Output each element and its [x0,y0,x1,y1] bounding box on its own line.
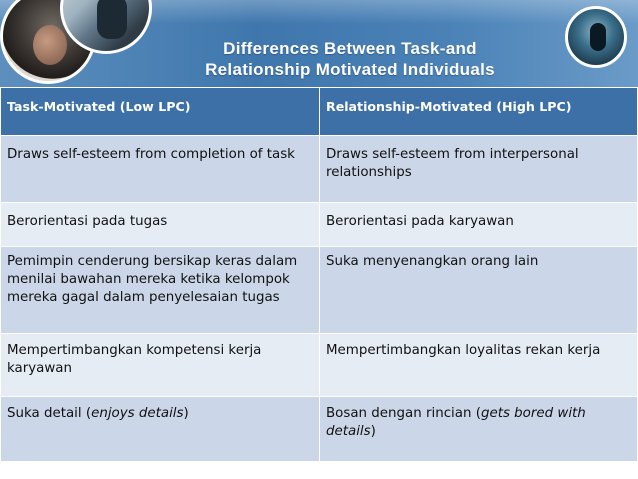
cell-text: Suka detail ( [7,406,92,421]
cell-relationship [320,397,638,462]
slide-title-line-2: Relationship Motivated Individuals [205,60,495,79]
table-row [1,397,638,462]
slide-title [150,38,550,80]
cell-task: Mempertimbangkan kompetensi kerja karyawan [1,334,320,397]
table-header-row [1,88,638,136]
slide-title-line-1: Differences Between Task-and [223,39,477,58]
table-row [1,334,638,397]
cell-task [1,397,320,462]
table-row [1,136,638,203]
cell-relationship: Berorientasi pada karyawan [320,203,638,247]
cell-task: Draws self-esteem from completion of task [1,136,320,203]
table-row [1,247,638,334]
table-row [1,203,638,247]
column-header-relationship-motivated: Relationship-Motivated (High LPC) [320,88,638,136]
cell-italic-text: gets bored with details [326,406,586,439]
cell-text: Bosan dengan rincian ( [326,406,481,421]
cell-relationship: Mempertimbangkan loyalitas rekan kerja [320,334,638,397]
column-header-task-motivated: Task-Motivated (Low LPC) [1,88,320,136]
cell-task: Berorientasi pada tugas [1,203,320,247]
cell-text: ) [370,424,376,439]
slide-header [0,0,638,90]
cell-text: ) [183,406,189,421]
cell-relationship: Suka menyenangkan orang lain [320,247,638,334]
cell-italic-text: enjoys details [91,406,184,421]
cell-task: Pemimpin cenderung bersikap keras dalam menilai bawahan mereka ketika kelompok mereka gagal dalam penyelesaian tugas [1,247,320,334]
comparison-table [0,87,638,462]
decorative-photo-office [565,6,627,68]
cell-relationship: Draws self-esteem from interpersonal relationships [320,136,638,203]
